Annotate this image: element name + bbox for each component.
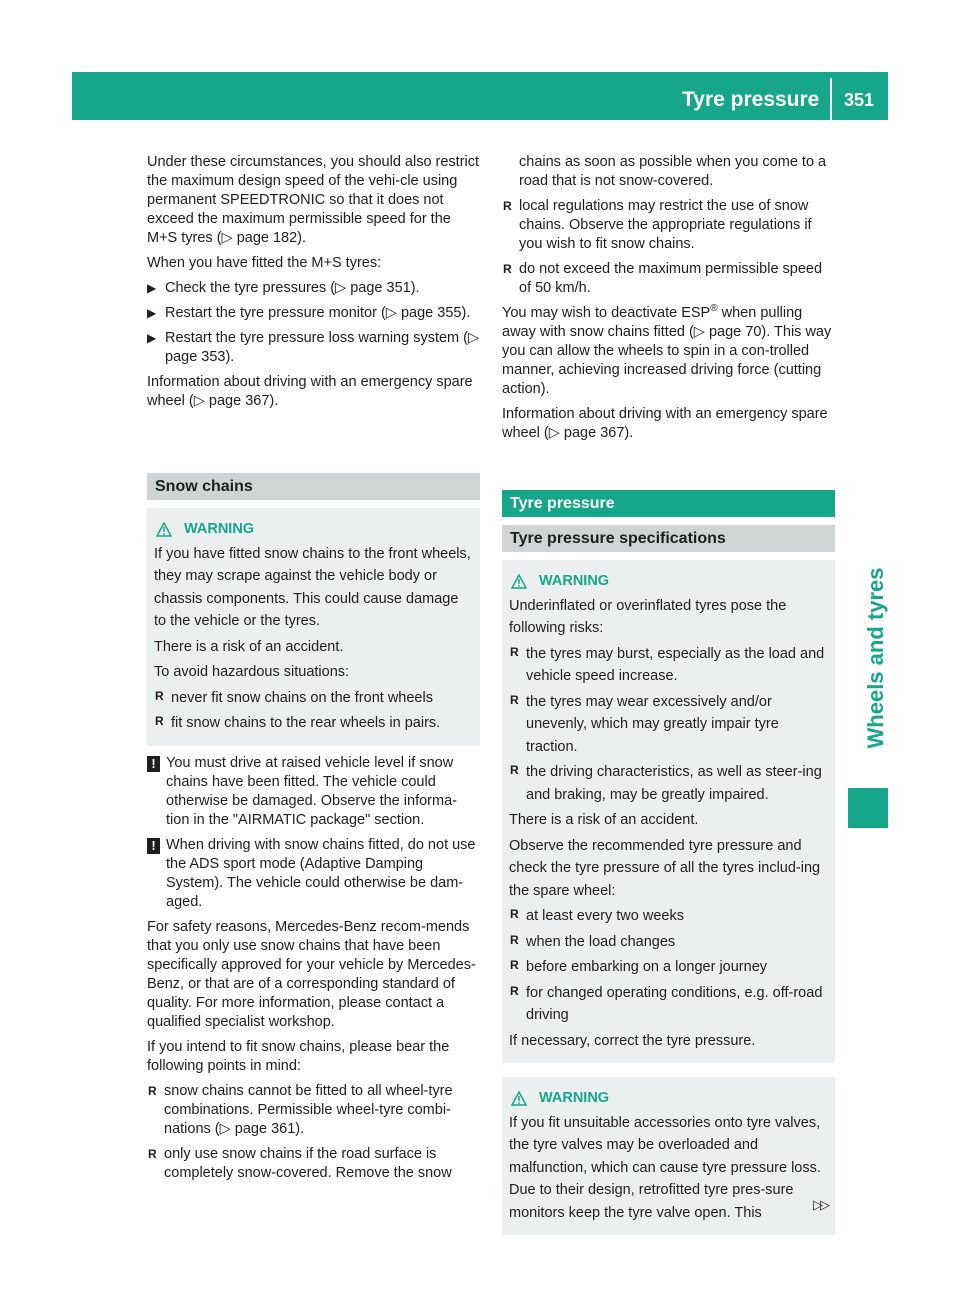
warning-text: If necessary, correct the tyre pressure.: [509, 1032, 756, 1049]
points-paragraph: If you intend to fit snow chains, please bear the following points in mind:: [147, 1038, 450, 1074]
safety-paragraph: For safety reasons, Mercedes-Benz recom-mends that you only use snow chains that have been specifically approved for your vehicle by Mercedes-Benz, or that are of a corresponding standard of quality. For more information, please contact a qualified specialist workshop.: [147, 918, 476, 1030]
step-arrow-icon: ▶: [147, 281, 157, 295]
header-divider: [830, 78, 832, 120]
exclamation-icon: !: [147, 753, 160, 772]
step-text-link[interactable]: Check the tyre pressures (▷ page 351).: [165, 280, 420, 296]
exclamation-icon: !: [147, 835, 160, 854]
warning-bullet: R for changed operating conditions, e.g. off-road driving: [510, 983, 823, 1023]
tyre-pressure-specs-heading: Tyre pressure specifications: [502, 525, 835, 552]
warning-label: WARNING: [539, 573, 610, 589]
note-item: ! You must drive at raised vehicle level if snow chains have been fitted. The vehicle could otherwise be damaged. Observe the informa-tion in the "AIRMATIC package" section.: [147, 754, 480, 830]
warning-bullet: R never fit snow chains on the front wheels: [155, 688, 433, 706]
warning-text: Underinflated or overinflated tyres pose the following risks:: [509, 597, 787, 636]
bullet-icon: R: [510, 644, 519, 659]
warning-bullet: R the driving characteristics, as well as steer-ing and braking, may be greatly impaired.: [510, 763, 822, 803]
warning-header: [509, 1087, 828, 1110]
warning-text: There is a risk of an accident.: [154, 638, 344, 655]
note-item: ! When driving with snow chains fitted, do not use the ADS sport mode (Adaptive Damping System). The vehicle could otherwise be dam-aged.: [147, 836, 480, 912]
bullet-icon: R: [503, 262, 512, 276]
intro-paragraph-2: When you have fitted the M+S tyres:: [147, 255, 382, 271]
warning-text: There is a risk of an accident.: [509, 812, 699, 828]
warning-text: To avoid hazardous situations:: [154, 664, 350, 680]
step-item: [147, 329, 480, 367]
warning-triangle-icon: [511, 1091, 527, 1106]
warning-text: If you have fitted snow chains to the front wheels, they may scrape against the vehicle body or chassis components. This could cause damage to the vehicle or the tyres.: [154, 545, 471, 629]
bullet-icon: R: [155, 714, 164, 728]
warning-triangle-icon: [156, 522, 172, 537]
step-text-link[interactable]: Restart the tyre pressure loss warning system (▷ page 353).: [165, 330, 480, 365]
warning-text: Observe the recommended tyre pressure and check the tyre pressure of all the tyres includ-ing the spare wheel:: [509, 837, 821, 899]
continue-arrows-icon: ▷▷: [813, 1197, 827, 1212]
info-paragraph[interactable]: Information about driving with an emergency spare wheel (▷ page 367).: [502, 406, 828, 441]
list-item: R do not exceed the maximum permissible speed of 50 km/h.: [503, 261, 823, 296]
warning-label: WARNING: [184, 521, 255, 537]
tyre-pressure-heading: Tyre pressure: [502, 490, 835, 517]
step-text-link[interactable]: Restart the tyre pressure monitor (▷ page 355).: [165, 305, 471, 321]
step-arrow-icon: ▶: [147, 306, 157, 320]
warning-triangle-icon: [511, 574, 527, 589]
snow-chains-heading: Snow chains: [147, 473, 480, 500]
bullet-icon: R: [510, 763, 519, 777]
step-item: [147, 304, 480, 323]
bullet-icon: R: [510, 983, 519, 998]
bullet-icon: R: [510, 907, 519, 921]
section-title: Tyre pressure: [682, 88, 820, 111]
warning-text: If you fit unsuitable accessories onto tyre valves, the tyre valves may be overloaded and malfunction, which can cause tyre pressure loss. Due to their design, retrofitted tyre pres-sure monitors keep the tyre valve open. This: [509, 1114, 821, 1221]
warning-box: [147, 508, 480, 746]
bullet-icon: R: [155, 688, 164, 703]
chapter-tab-label: Wheels and tyres: [863, 567, 888, 749]
warning-bullet: R before embarking on a longer journey: [510, 958, 768, 975]
warning-header: [509, 570, 828, 593]
warning-label: WARNING: [539, 1090, 610, 1106]
info-paragraph[interactable]: Information about driving with an emergency spare wheel (▷ page 367).: [147, 374, 473, 409]
warning-bullet: R the tyres may burst, especially as the load and vehicle speed increase.: [510, 644, 825, 684]
left-column: [147, 153, 480, 1189]
warning-bullet: R fit snow chains to the rear wheels in pairs.: [155, 714, 441, 731]
bullet-icon: R: [510, 932, 519, 947]
warning-bullet: R at least every two weeks: [510, 907, 684, 924]
warning-bullet: R the tyres may wear excessively and/or unevenly, which may greatly impair tyre traction.: [510, 692, 779, 755]
step-item: [147, 279, 480, 298]
page-number: 351: [844, 90, 875, 110]
bullet-icon: R: [148, 1083, 157, 1098]
bullet-icon: R: [148, 1146, 157, 1161]
bullet-icon: R: [510, 692, 519, 707]
step-arrow-icon: ▶: [147, 331, 157, 345]
right-column: [502, 153, 835, 1235]
esp-paragraph[interactable]: You may wish to deactivate ESP® when pulling away with snow chains fitted (▷ page 70). This way you can allow the wheels to spin in a con-trolled manner, achieving increased driving force (cutting action).: [502, 303, 832, 397]
list-item: R snow chains cannot be fitted to all wheel-tyre combinations. Permissible wheel-tyre combi-nations (▷ page 361).: [148, 1082, 453, 1137]
chapter-marker: [848, 788, 888, 828]
warning-box: [502, 1077, 835, 1235]
list-item: R local regulations may restrict the use of snow chains. Observe the appropriate regulations if you wish to fit snow chains.: [503, 198, 812, 252]
warning-header: [154, 518, 473, 541]
warning-bullet: R when the load changes: [510, 932, 676, 950]
warning-box: [502, 560, 835, 1063]
intro-paragraph: Under these circumstances, you should also restrict the maximum design speed of the vehi-cle using permanent SPEEDTRONIC so that it does not exceed the maximum permissible speed for the M+S tyres (▷ page 182).: [147, 154, 480, 246]
bullet-icon: R: [510, 958, 519, 972]
list-item: R only use snow chains if the road surface is completely snow-covered. Remove the snow: [148, 1145, 452, 1181]
bullet-icon: R: [503, 199, 512, 213]
continued-text: chains as soon as possible when you come to a road that is not snow-covered.: [519, 154, 827, 189]
